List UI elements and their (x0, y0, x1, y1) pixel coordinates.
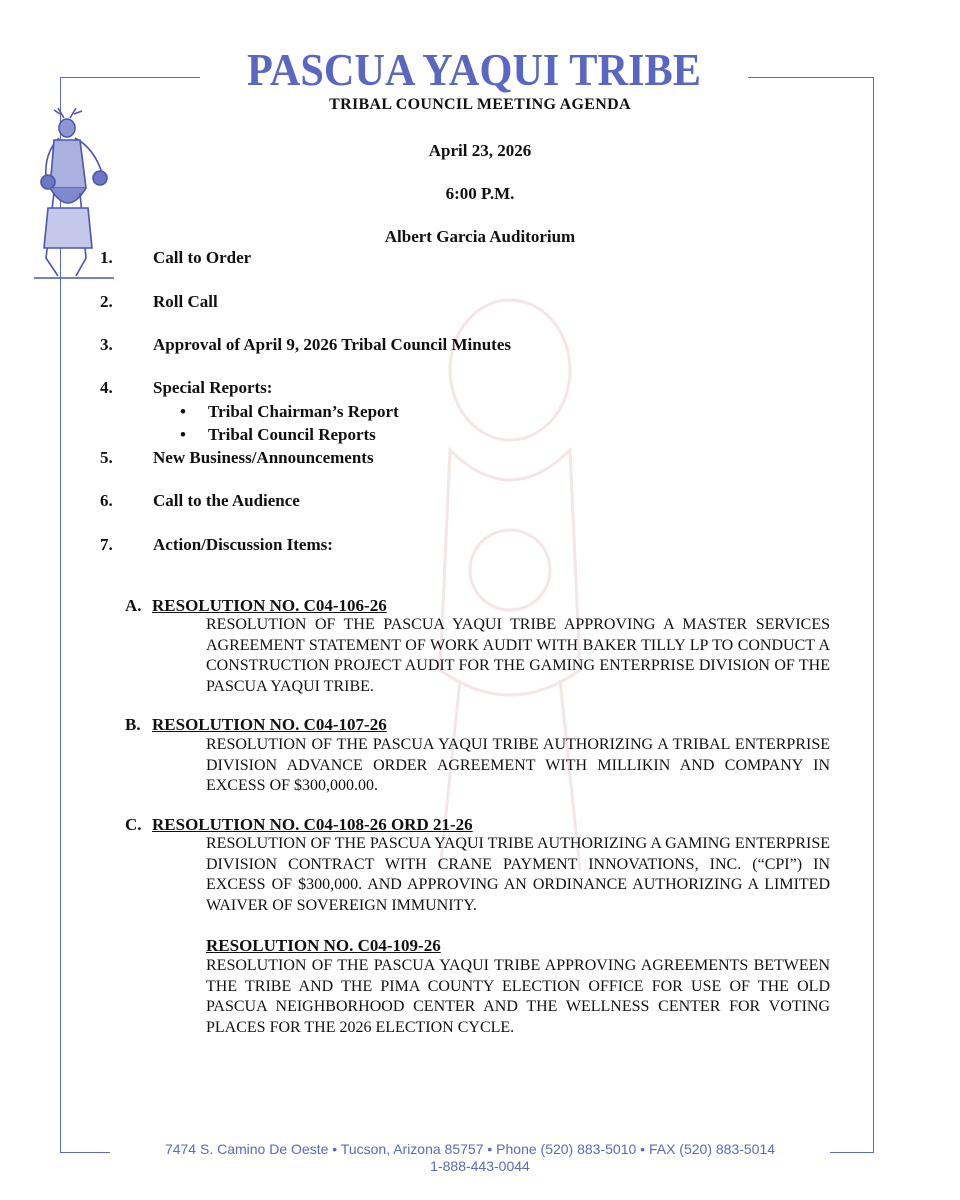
frame-top-right-line (748, 77, 874, 78)
agenda-item-number: 1. (100, 248, 113, 267)
agenda-item-label: Call to Order (153, 248, 252, 267)
agenda-item-label: Action/Discussion Items: (153, 535, 333, 554)
bullet-icon: • (180, 425, 186, 444)
agenda-item-number: 5. (100, 448, 113, 467)
resolution-body: RESOLUTION OF THE PASCUA YAQUI TRIBE APPROVING A MASTER SERVICES AGREEMENT STATEMENT OF WORK AUDIT WITH BAKER TILLY LP TO CONDUCT A CONSTRUCTION PROJECT AUDIT FOR THE GAMING ENTERPRISE DIVISION OF THE PASCUA YAQUI TRIBE. (206, 616, 830, 695)
agenda-item-label: New Business/Announcements (153, 448, 374, 467)
resolution-body: RESOLUTION OF THE PASCUA YAQUI TRIBE AUTHORIZING A GAMING ENTERPRISE DIVISION CONTRACT WITH CRANE PAYMENT INNOVATIONS, INC. (“CPI”) IN EXCESS OF $300,000. AND APPROVING AN ORDINANCE AUTHORIZING A LIMITED WAIVER OF SOVEREIGN IMMUNITY. (206, 835, 830, 914)
frame-bottom-left-line (60, 1152, 110, 1153)
resolution-letter: A. (125, 596, 142, 615)
agenda-item-number: 6. (100, 491, 113, 510)
footer-address: 7474 S. Camino De Oeste • Tucson, Arizona 85757 • Phone (520) 883-5010 • FAX (520) 883-5014 (164, 1141, 776, 1157)
resolution-letter: C. (125, 815, 142, 834)
agenda-item-label: Call to the Audience (153, 491, 300, 510)
agenda-item-label: Roll Call (153, 292, 218, 311)
special-report-label: Tribal Chairman’s Report (208, 402, 399, 421)
tribe-name: PASCUA YAQUI TRIBE (247, 44, 701, 95)
agenda-item-label: Special Reports: (153, 378, 273, 397)
agenda-item-number: 3. (100, 335, 113, 354)
meeting-date: April 23, 2026 (428, 141, 532, 160)
resolution-title: RESOLUTION NO. C04-107-26 (152, 715, 387, 734)
agenda-item-number: 2. (100, 292, 113, 311)
agenda-item-number: 4. (100, 378, 113, 397)
resolution-body: RESOLUTION OF THE PASCUA YAQUI TRIBE AUTHORIZING A TRIBAL ENTERPRISE DIVISION ADVANCE ORDER AGREEMENT WITH MILLIKIN AND COMPANY IN EXCESS OF $300,000.00. (206, 736, 830, 794)
resolution-title: RESOLUTION NO. C04-108-26 ORD 21-26 (152, 815, 473, 834)
resolution-body: RESOLUTION OF THE PASCUA YAQUI TRIBE APPROVING AGREEMENTS BETWEEN THE TRIBE AND THE PIMA COUNTY ELECTION OFFICE FOR USE OF THE OLD PASCUA NEIGHBORHOOD CENTER AND THE WELLNESS CENTER FOR VOTING PLACES FOR THE 2026 ELECTION CYCLE. (206, 957, 830, 1036)
agenda-item-number: 7. (100, 535, 113, 554)
footer-toll-free: 1-888-443-0044 (430, 1158, 530, 1174)
special-report-label: Tribal Council Reports (208, 425, 376, 444)
meeting-time: 6:00 P.M. (445, 184, 515, 203)
resolution-title: RESOLUTION NO. C04-109-26 (206, 936, 441, 955)
frame-top-left-line (60, 77, 200, 78)
bullet-icon: • (180, 402, 186, 421)
meeting-location: Albert Garcia Auditorium (384, 227, 576, 246)
frame-bottom-right-line (830, 1152, 874, 1153)
resolution-letter: B. (125, 715, 141, 734)
agenda-subtitle: TRIBAL COUNCIL MEETING AGENDA (329, 96, 631, 113)
agenda-item-label: Approval of April 9, 2026 Tribal Council Minutes (153, 335, 511, 354)
resolution-title: RESOLUTION NO. C04-106-26 (152, 596, 387, 615)
